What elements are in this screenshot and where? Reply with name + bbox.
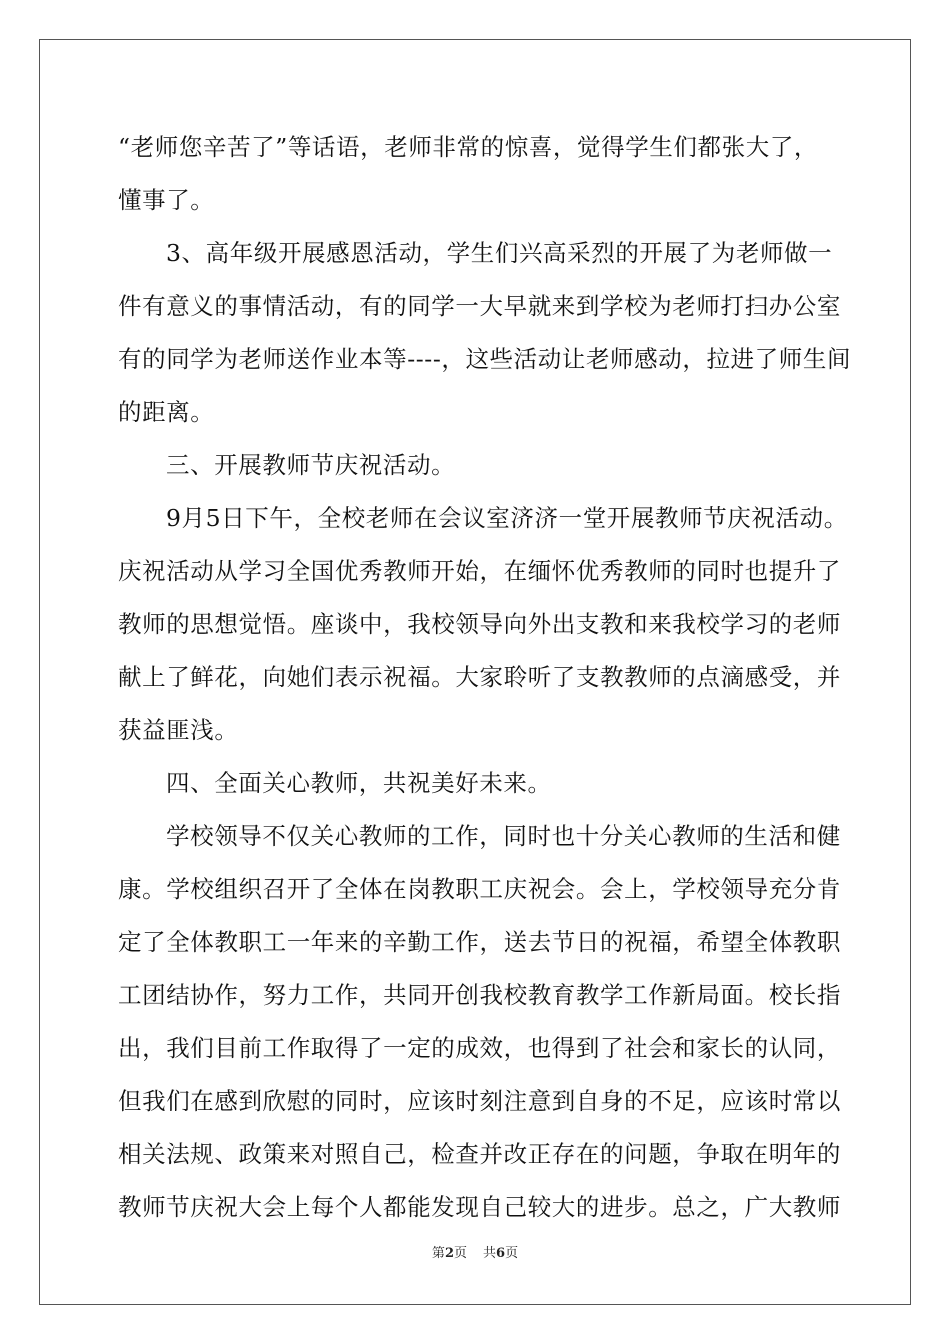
text-line: 教师的思想觉悟。座谈中，我校领导向外出支教和来我校学习的老师 [118,610,841,638]
text-line: 有的同学为老师送作业本等----，这些活动让老师感动，拉进了师生间 [118,345,852,373]
text-line: 献上了鲜花，向她们表示祝福。大家聆听了支教教师的点滴感受，并 [118,663,841,691]
text-line: 出，我们目前工作取得了一定的成效，也得到了社会和家长的认同， [118,1034,841,1062]
text-line: 的距离。 [118,398,215,426]
paragraph-start: 9月5日下午，全校老师在会议室济济一堂开展教师节庆祝活动。 [166,504,848,532]
text-line: 康。学校组织召开了全体在岗教职工庆祝会。会上，学校领导充分肯 [118,875,841,903]
text-line: 懂事了。 [118,186,215,214]
text-line: 但我们在感到欣慰的同时，应该时刻注意到自身的不足，应该时常以 [118,1087,841,1115]
section-heading: 四、全面关心教师，共祝美好未来。 [166,769,552,797]
page-footer [0,1246,950,1262]
page-prefix: 第 [431,1246,445,1261]
text-line: 定了全体教职工一年来的辛勤工作，送去节日的祝福，希望全体教职 [118,928,841,956]
text-line: 工团结协作，努力工作，共同开创我校教育教学工作新局面。校长指 [118,981,841,1009]
total-pages: 6 [496,1246,506,1261]
page-number: 2 [444,1246,454,1261]
total-prefix: 共 [483,1246,497,1261]
text-line: “老师您辛苦了”等话语，老师非常的惊喜，觉得学生们都张大了， [118,133,819,161]
text-line: 件有意义的事情活动，有的同学一大早就来到学校为老师打扫办公室 [118,292,841,320]
text-line: 相关法规、政策来对照自己，检查并改正存在的问题，争取在明年的 [118,1140,841,1168]
total-suffix: 页 [505,1246,519,1261]
paragraph-start: 3、高年级开展感恩活动，学生们兴高采烈的开展了为老师做一 [166,239,833,267]
text-line: 庆祝活动从学习全国优秀教师开始，在缅怀优秀教师的同时也提升了 [118,557,841,585]
page-suffix: 页 [453,1246,467,1261]
section-heading: 三、开展教师节庆祝活动。 [166,451,456,479]
text-line: 教师节庆祝大会上每个人都能发现自己较大的进步。总之，广大教师 [118,1193,841,1221]
text-line: 获益匪浅。 [118,716,239,744]
paragraph-start: 学校领导不仅关心教师的工作，同时也十分关心教师的生活和健 [166,822,841,850]
